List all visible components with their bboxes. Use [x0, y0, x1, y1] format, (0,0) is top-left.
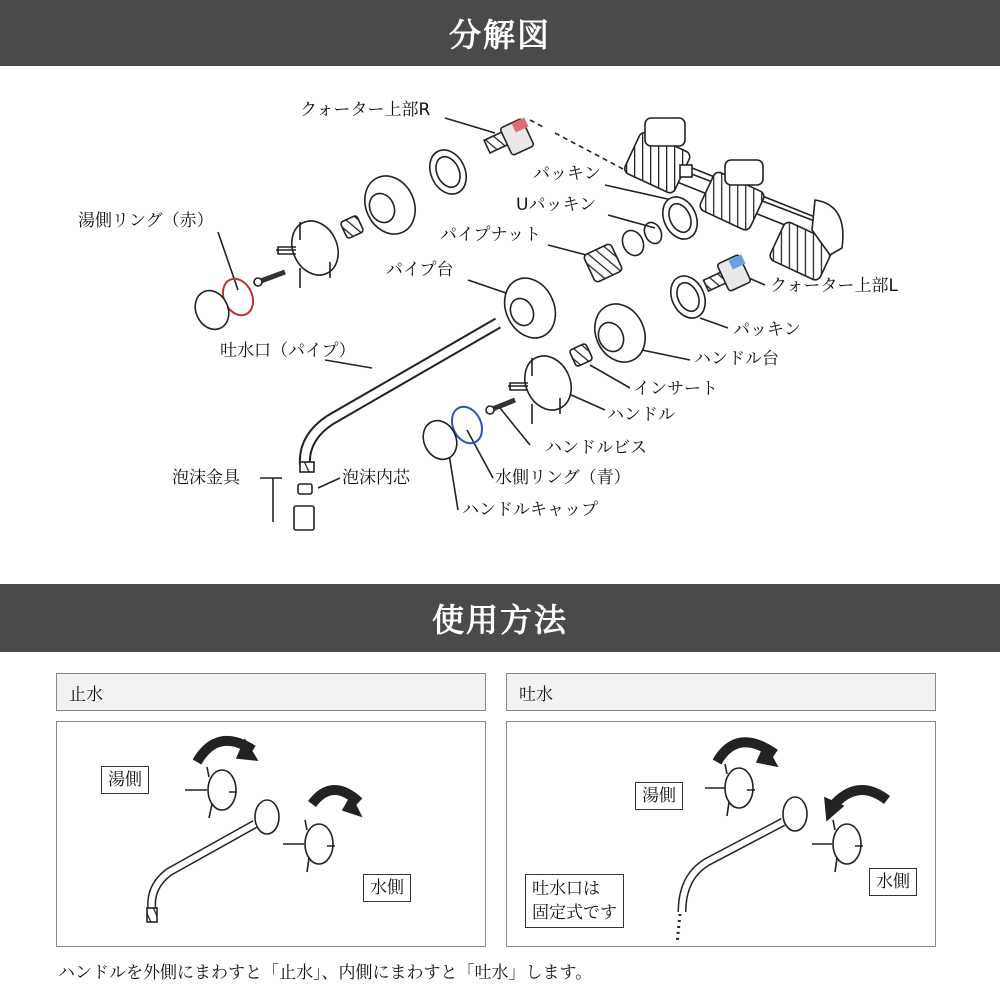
label-insert: インサート [633, 379, 718, 399]
usage-title: 使用方法 [431, 601, 568, 639]
label-spout: 吐水口（パイプ） [220, 341, 356, 361]
fixed-spout-note-line1: 吐水口は [532, 879, 600, 899]
usage-header [0, 584, 1000, 652]
stop-cold-side-tag: 水側 [363, 874, 411, 902]
stop-panel-title: 止水 [69, 684, 103, 705]
stop-faucet-illustration [57, 722, 487, 948]
label-foam-core: 泡沫内芯 [342, 468, 410, 488]
label-quarter-top-r: クォーター上部R [300, 100, 431, 120]
label-pipe-base: パイプ台 [386, 260, 454, 280]
label-handle: ハンドル [607, 405, 675, 425]
fixed-spout-note-line2: 固定式です [532, 903, 617, 923]
label-pipe-nut: パイプナット [440, 225, 542, 245]
usage-instruction: ハンドルを外側にまわすと「止水」、内側にまわすと「吐水」します。 [58, 963, 593, 983]
spout-panel [506, 721, 936, 947]
exploded-view-title: 分解図 [448, 16, 551, 54]
stop-hot-side-tag: 湯側 [101, 766, 149, 794]
label-handle-cap: ハンドルキャップ [462, 500, 598, 520]
label-quarter-top-l: クォーター上部L [770, 276, 898, 296]
label-handle-screw: ハンドルビス [545, 438, 647, 458]
hot-handle-part [276, 213, 347, 288]
label-u-packing: Uパッキン [516, 195, 597, 215]
label-handle-base: ハンドル台 [694, 349, 779, 369]
spout-hot-side-tag: 湯側 [635, 782, 683, 810]
cold-handle-part [508, 348, 580, 424]
quarter-top-r-part [484, 118, 534, 156]
label-foam-fitting: 泡沫金具 [172, 468, 240, 488]
label-packing-2: パッキン [733, 320, 801, 340]
label-packing-1: パッキン [533, 164, 601, 184]
exploded-view-header [0, 0, 1000, 66]
fixed-spout-note [525, 874, 624, 928]
spout-panel-title: 吐水 [519, 684, 553, 705]
label-hot-ring: 湯側リング（赤） [78, 211, 214, 231]
stop-panel-header [56, 673, 486, 711]
spout-panel-header [506, 673, 936, 711]
spout-cold-side-tag: 水側 [869, 868, 917, 896]
stop-panel [56, 721, 486, 947]
quarter-top-l-part [703, 254, 751, 291]
label-cold-ring: 水側リング（青） [495, 468, 631, 488]
